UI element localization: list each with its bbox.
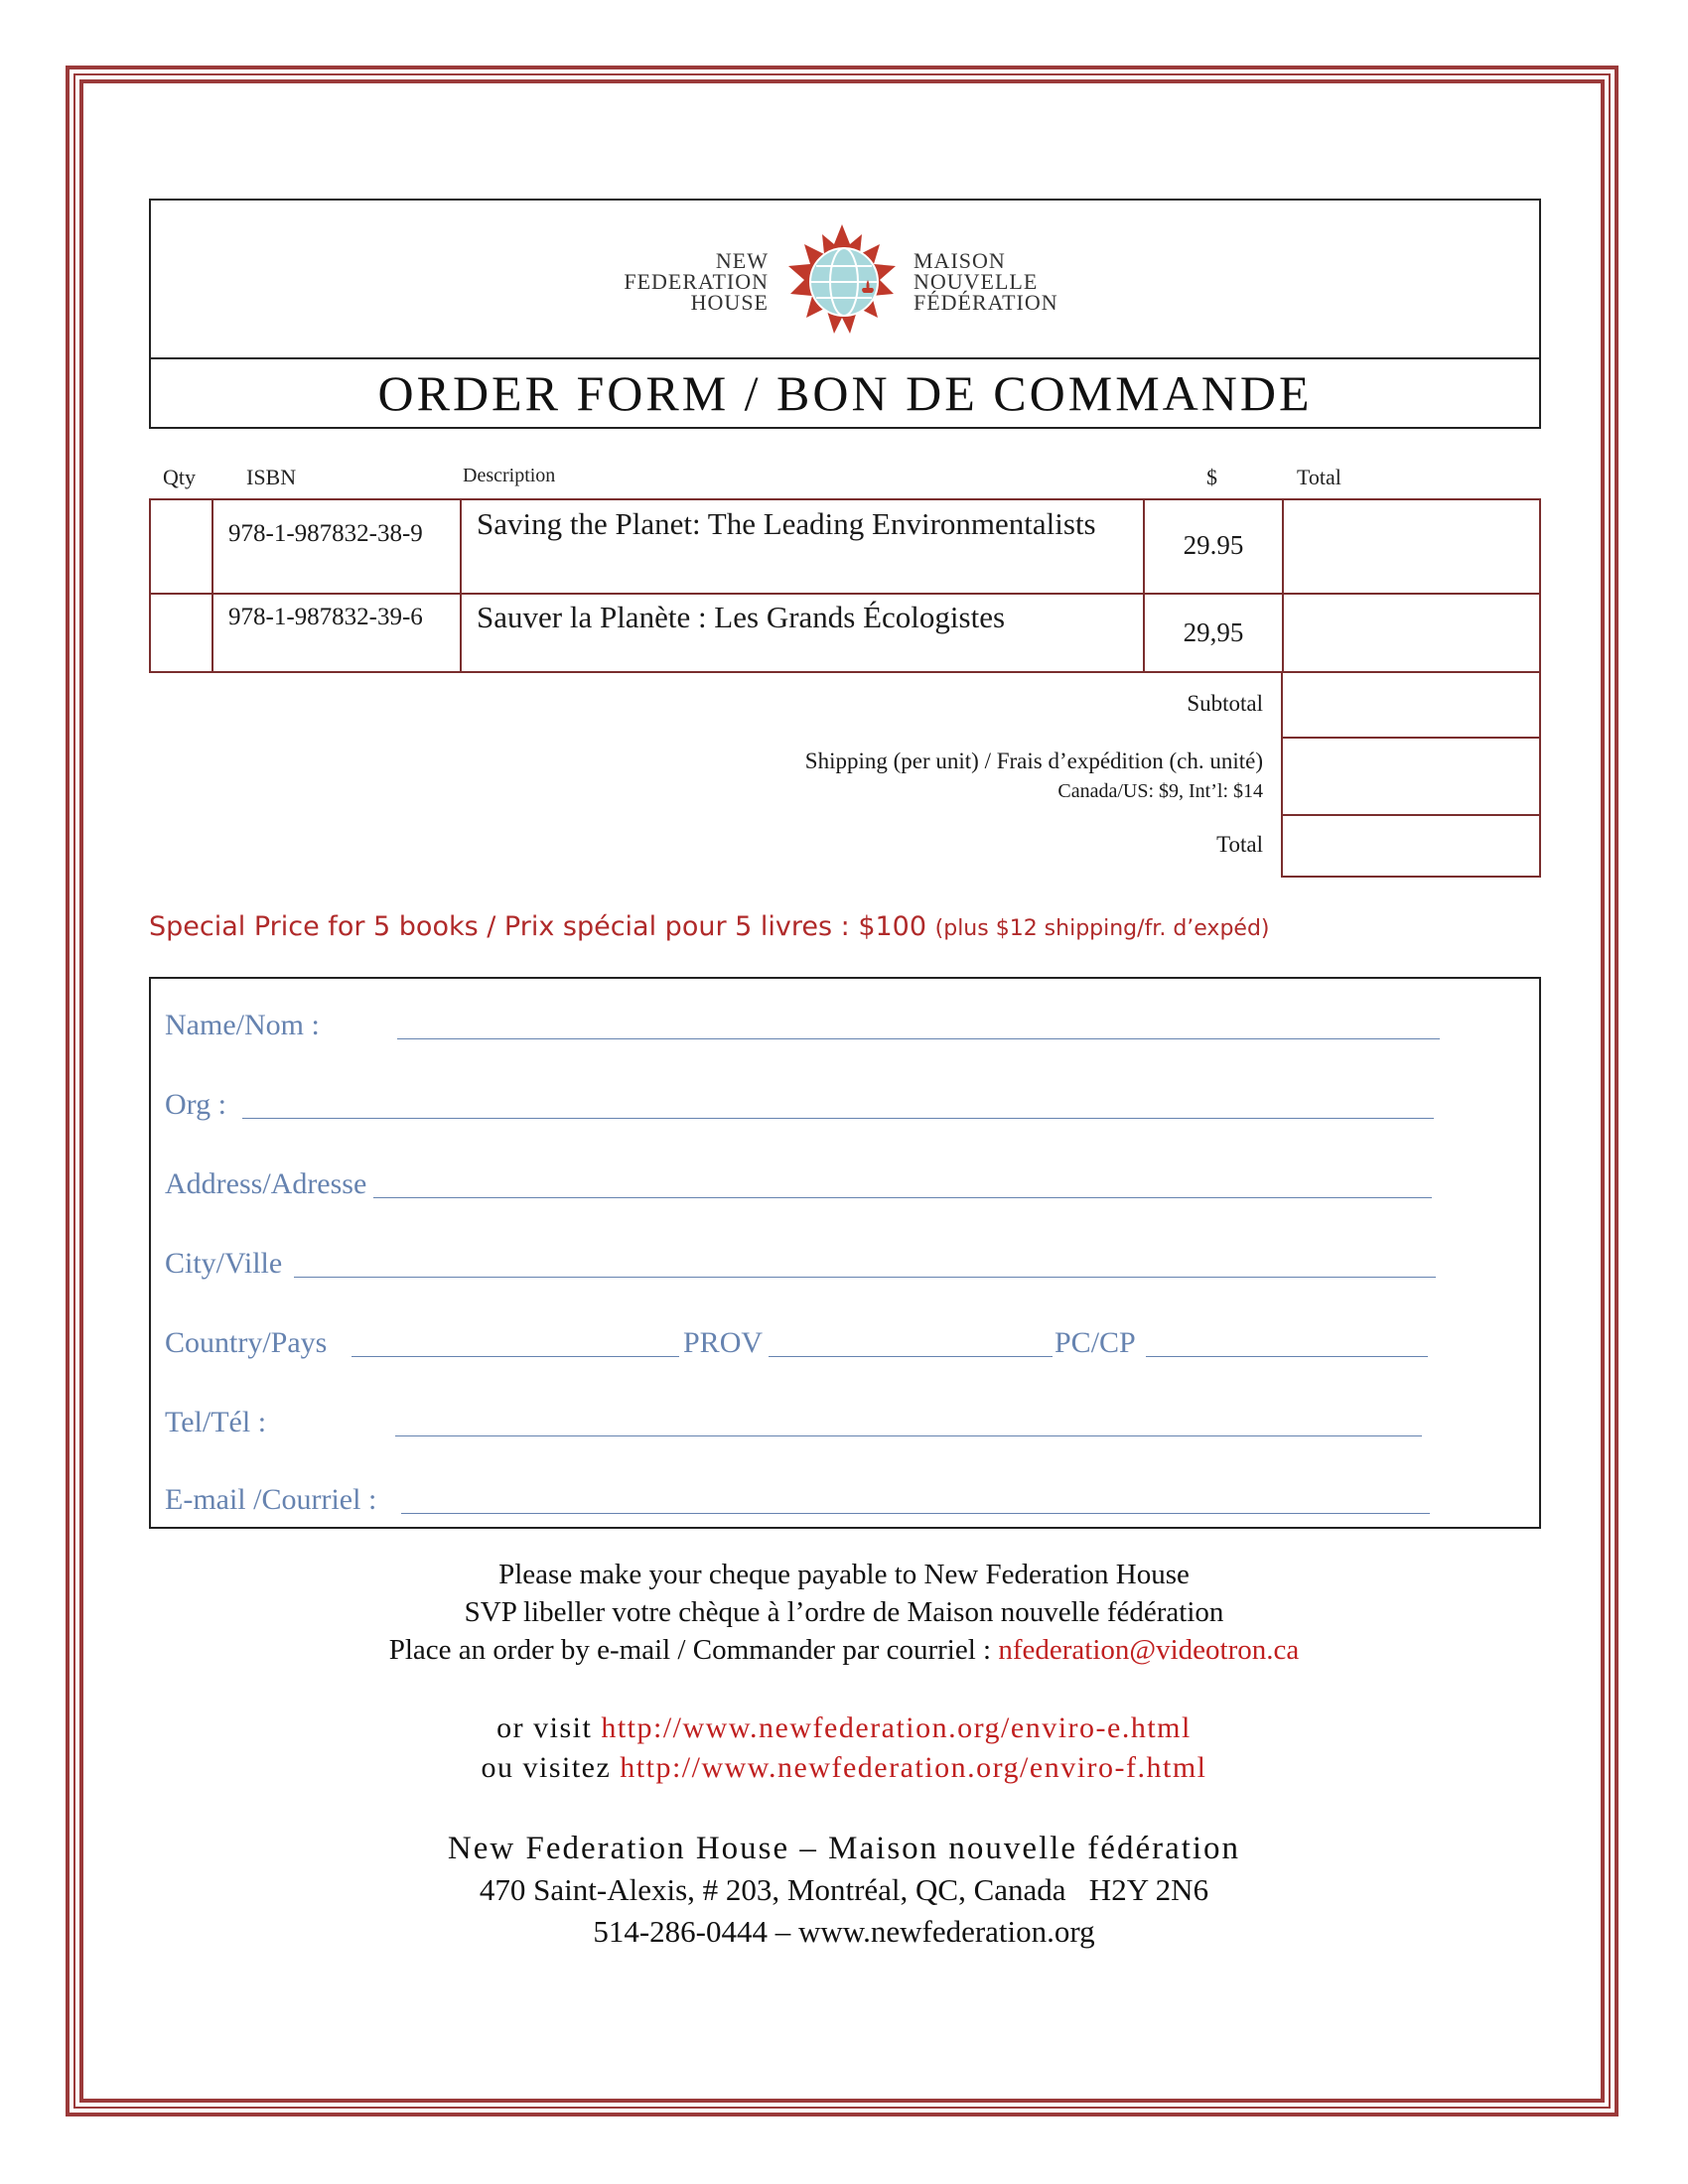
logo-line: FÉDÉRATION [914, 290, 1058, 315]
special-offer-note: (plus $12 shipping/fr. d’expéd) [934, 916, 1270, 941]
grand-total-field[interactable] [1281, 814, 1541, 878]
subtotal-field[interactable] [1281, 671, 1541, 739]
order-items-table [149, 498, 1541, 673]
organization-contact: 514-286-0444 – www.newfederation.org [593, 1914, 1095, 1949]
table-column-divider [460, 500, 462, 671]
column-header-qty: Qty [163, 465, 196, 489]
prov-label: PROV [683, 1326, 764, 1359]
logo-line: NOUVELLE [914, 269, 1039, 294]
description-cell-2: Sauver la Planète : Les Grands Écologistes [477, 600, 1006, 634]
logo-line: MAISON [914, 248, 1006, 273]
column-header-isbn: ISBN [246, 465, 297, 489]
shipping-field[interactable] [1281, 737, 1541, 816]
special-offer-main: Special Price for 5 books / Prix spécial pour 5 livres : $100 [149, 911, 927, 942]
organization-name: New Federation House – Maison nouvelle fédération [447, 1831, 1241, 1866]
country-label: Country/Pays [165, 1326, 328, 1359]
order-email-line [0, 1634, 1688, 1667]
isbn-cell-2: 978-1-987832-39-6 [228, 604, 423, 630]
address-input-line[interactable] [373, 1197, 1432, 1198]
visit-english-line [0, 1711, 1688, 1745]
logo-text-english [151, 250, 769, 313]
tel-input-line[interactable] [395, 1435, 1422, 1436]
organization-address: 470 Saint-Alexis, # 203, Montréal, QC, Canada H2Y 2N6 [479, 1872, 1209, 1907]
english-site-link[interactable]: http://www.newfederation.org/enviro-e.html [601, 1711, 1192, 1744]
visit-english-label: or visit [496, 1711, 593, 1744]
maple-globe-logo-icon [782, 222, 902, 341]
tel-label: Tel/Tél : [165, 1406, 267, 1438]
org-input-line[interactable] [242, 1118, 1434, 1119]
total-cell-1[interactable] [1284, 502, 1537, 592]
cheque-instructions-en: Please make your cheque payable to New Federation House [498, 1559, 1190, 1590]
table-row-divider [151, 593, 1539, 595]
page-title: ORDER FORM / BON DE COMMANDE [377, 365, 1313, 421]
logo-line: FEDERATION [624, 269, 769, 294]
cheque-instructions-fr: SVP libeller votre chèque à l’ordre de Maison nouvelle fédération [464, 1596, 1224, 1628]
postal-code-input-line[interactable] [1146, 1356, 1428, 1357]
name-label: Name/Nom : [165, 1009, 320, 1041]
column-header-description: Description [463, 465, 556, 486]
email-input-line[interactable] [401, 1513, 1430, 1514]
email-label: E-mail /Courriel : [165, 1483, 377, 1516]
org-label: Org : [165, 1088, 226, 1121]
logo-text-french [914, 250, 1058, 313]
isbn-cell-1: 978-1-987832-38-9 [228, 520, 423, 547]
total-label: Total [1216, 832, 1263, 857]
total-cell-2[interactable] [1284, 596, 1537, 671]
price-cell-1: 29.95 [1183, 530, 1244, 560]
name-input-line[interactable] [397, 1038, 1440, 1039]
address-label: Address/Adresse [165, 1167, 367, 1200]
header-box [149, 199, 1541, 429]
subtotal-label: Subtotal [1187, 691, 1263, 716]
visit-french-line [0, 1751, 1688, 1785]
order-email-label: Place an order by e-mail / Commander par courriel : [388, 1634, 992, 1666]
postal-code-label: PC/CP [1055, 1326, 1136, 1359]
qty-cell-1[interactable] [153, 502, 211, 592]
order-email-link[interactable]: nfederation@videotron.ca [998, 1634, 1300, 1666]
visit-french-label: ou visitez [481, 1751, 612, 1784]
city-input-line[interactable] [294, 1277, 1436, 1278]
logo-line: HOUSE [690, 290, 769, 315]
country-input-line[interactable] [352, 1356, 679, 1357]
prov-input-line[interactable] [769, 1356, 1053, 1357]
special-offer [149, 911, 1270, 942]
shipping-label: Shipping (per unit) / Frais d’expédition (ch. unité) [804, 749, 1263, 773]
table-column-divider [211, 500, 213, 671]
column-header-price: $ [1206, 465, 1217, 489]
qty-cell-2[interactable] [153, 596, 211, 671]
shipping-rates: Canada/US: $9, Int’l: $14 [1057, 780, 1263, 802]
logo-line: NEW [715, 248, 769, 273]
description-cell-1: Saving the Planet: The Leading Environmentalists [477, 506, 1096, 541]
price-cell-2: 29,95 [1183, 617, 1244, 647]
french-site-link[interactable]: http://www.newfederation.org/enviro-f.html [620, 1751, 1207, 1784]
customer-info-form [149, 977, 1541, 1529]
city-label: City/Ville [165, 1247, 283, 1280]
column-header-total: Total [1297, 465, 1341, 489]
